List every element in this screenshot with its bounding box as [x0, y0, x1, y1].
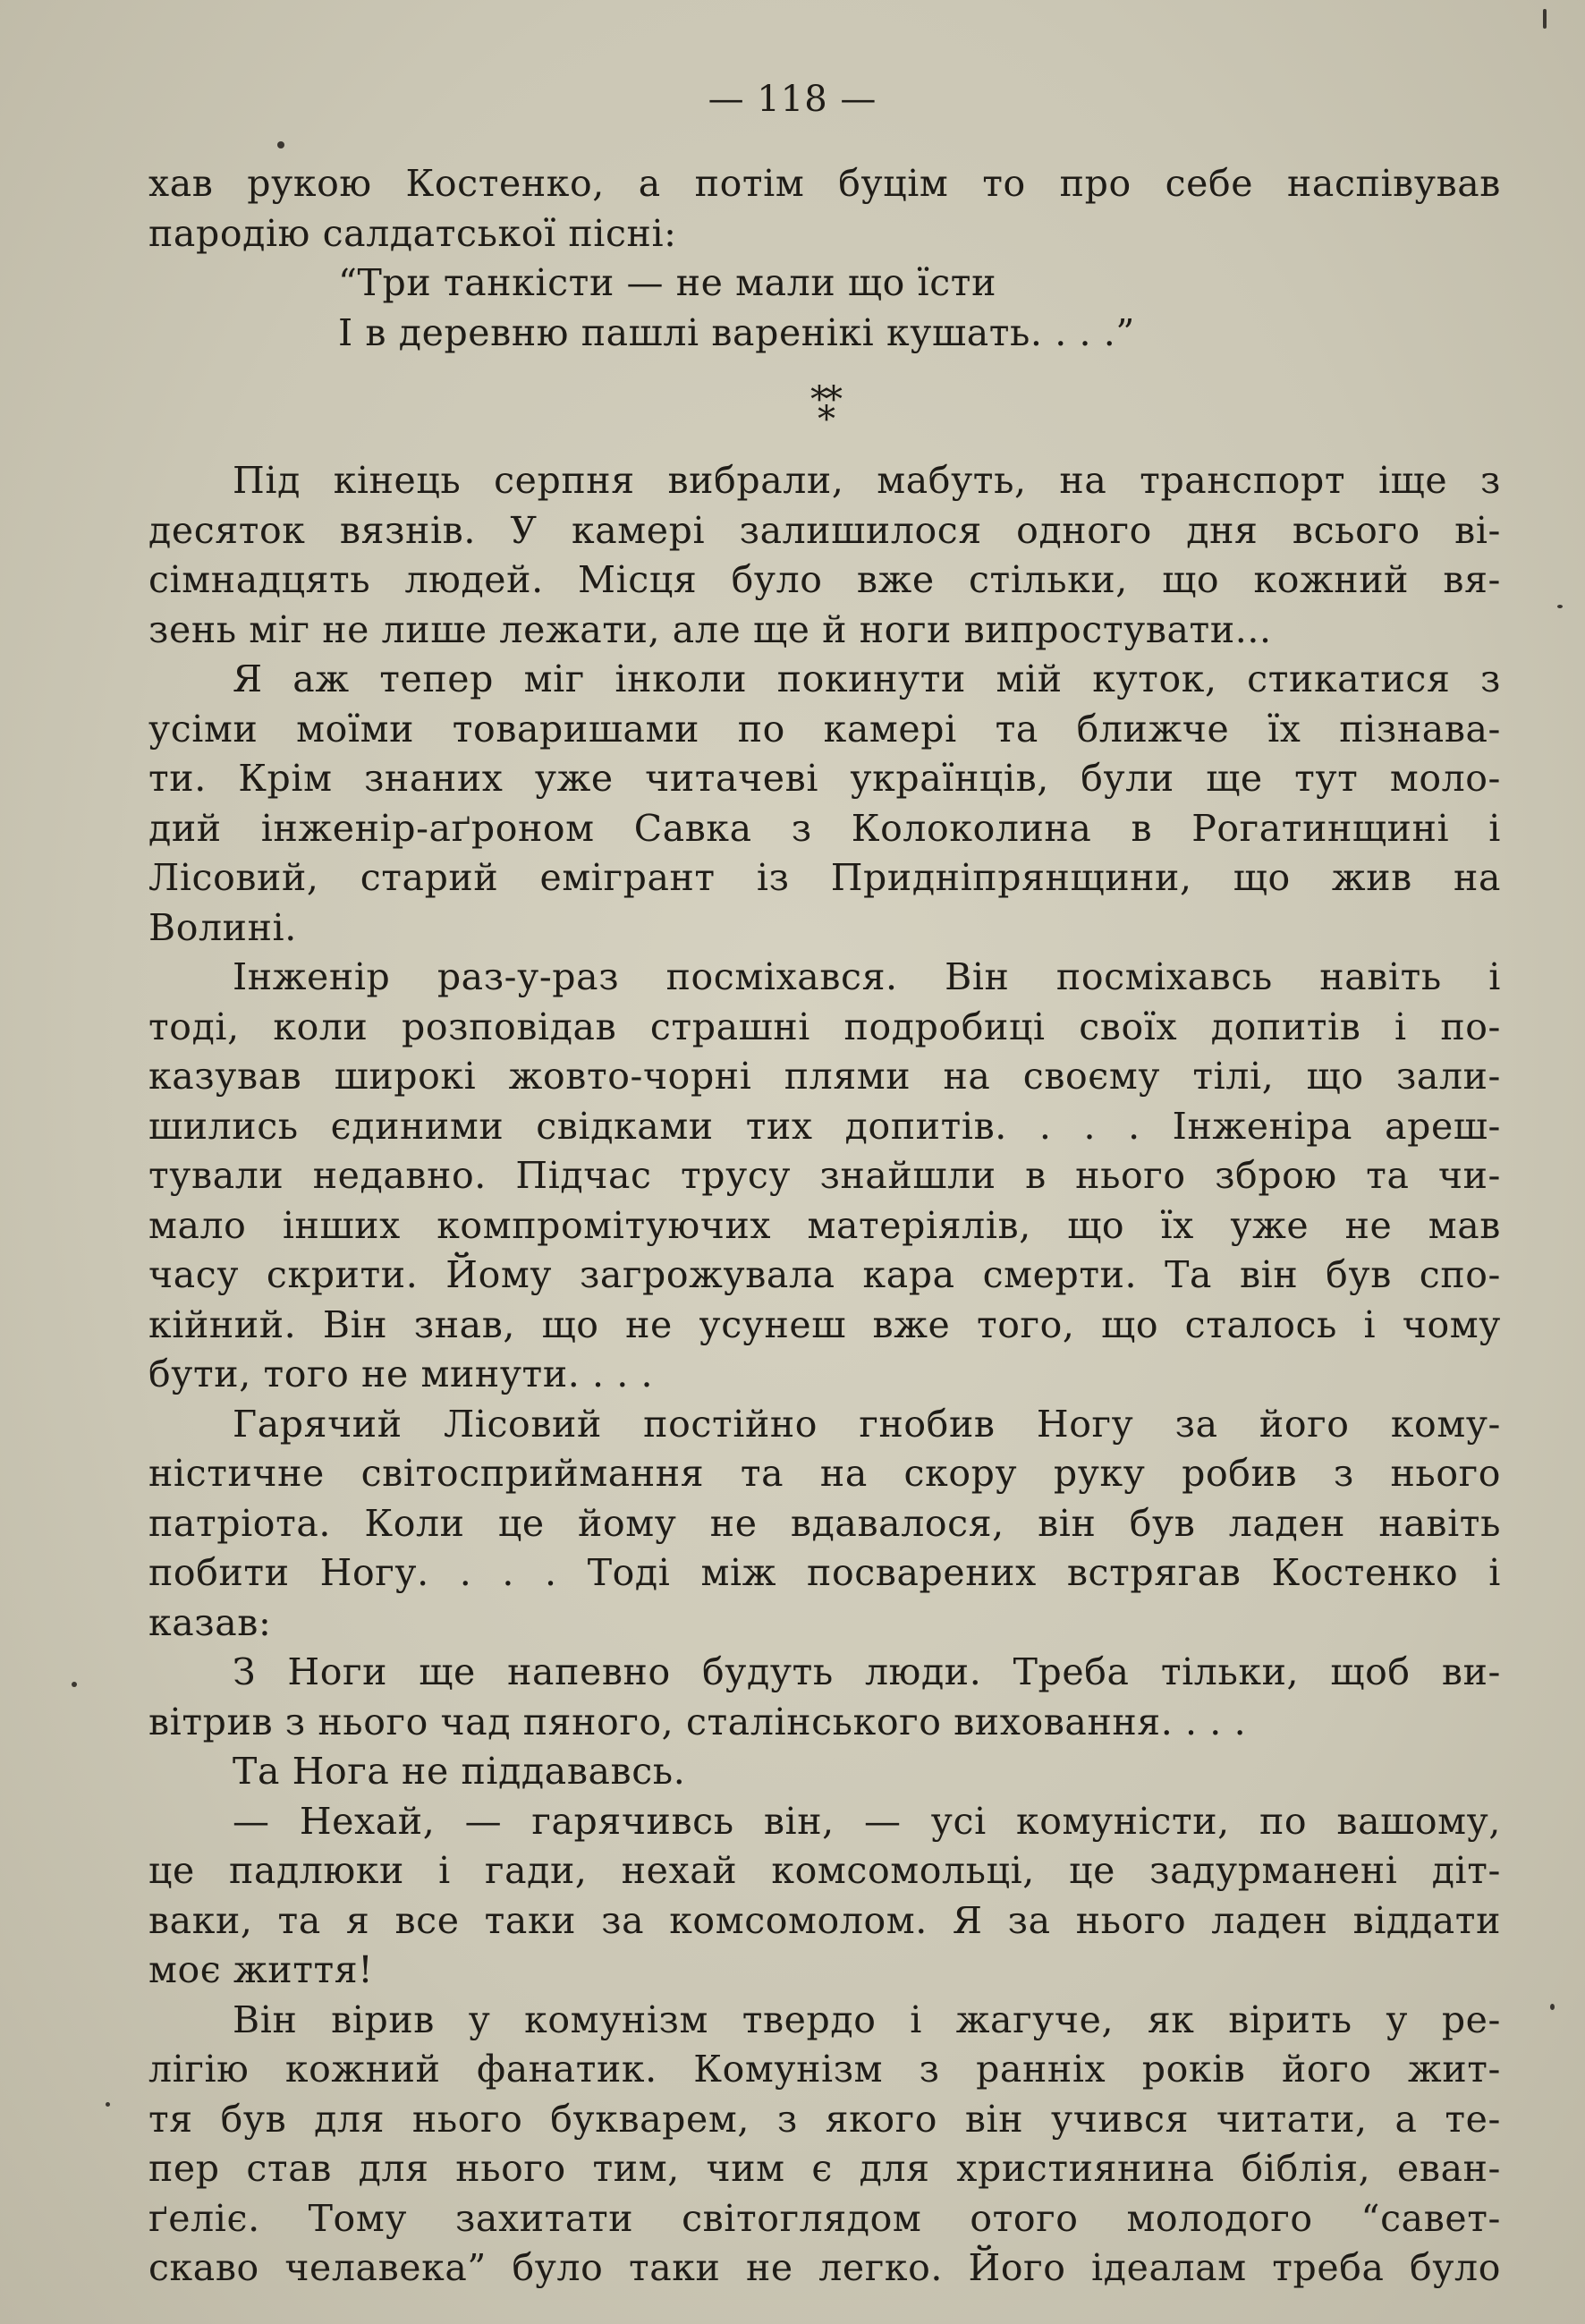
text-line: вітрив з нього чад пяного, сталінського виховання. . . .	[148, 1700, 1247, 1743]
text-line: ністичне світосприймання та на скору руку робив з нього	[148, 1452, 1501, 1495]
paper-speck	[1550, 2004, 1555, 2010]
text-line: мало інших компромітуючих матеріялів, що їх уже не мав	[148, 1203, 1501, 1247]
text-line: Я аж тепер міг інколи покинути мій куток, стикатися з	[233, 657, 1501, 700]
text-line: лігію кожний фанатик. Комунізм з ранніх років його жит-	[148, 2048, 1501, 2091]
asterism-mark: ** *	[810, 379, 839, 440]
text-line: моє життя!	[148, 1948, 374, 1991]
paragraphs	[148, 456, 1501, 2294]
paper-speck	[1543, 9, 1547, 29]
text-line: ваки, та я все таки за комсомолом. Я за нього ладен віддати	[148, 1898, 1501, 1942]
text-line: шились єдиними свідками тих допитів. . . . Інженіра ареш-	[148, 1104, 1501, 1148]
paper-speck	[277, 141, 284, 148]
text-line: кійний. Він знав, що не усунеш вже того, що сталось і чому	[148, 1302, 1501, 1346]
text-line: ґеліє. Тому захитати світоглядом отого молодого “савет-	[148, 2196, 1501, 2240]
text-line: десяток вязнів. У камері залишилося одного дня всього ві-	[148, 508, 1501, 552]
text-line: дий інженір-аґроном Савка з Колоколина в Рогатинщині і	[148, 806, 1501, 850]
text-line: Гарячий Лісовий постійно гнобив Ногу за його кому-	[233, 1402, 1501, 1446]
verse-line: “Три танкісти — не мали що їсти	[338, 261, 997, 304]
text-line: пародію салдатської пісні:	[148, 211, 677, 255]
text-line: тя був для нього букварем, з якого він учився читати, а те-	[148, 2097, 1501, 2141]
text-line: казав:	[148, 1600, 272, 1644]
text-line: бути, того не минути. . . .	[148, 1353, 654, 1395]
text-line: Та Нога не піддававсь.	[233, 1750, 686, 1793]
paragraph	[148, 1400, 1501, 1649]
text-line: це падлюки і гади, нехай комсомольці, це задурманені діт-	[148, 1849, 1501, 1892]
paragraph	[148, 1996, 1501, 2294]
paper-speck	[1557, 605, 1563, 608]
text-line: тоді, коли розповідав страшні подробиці своїх допитів і по-	[148, 1005, 1501, 1048]
text-line: часу скрити. Йому загрожувала кара смерти. Та він був спо-	[148, 1253, 1501, 1296]
paper-speck	[72, 1682, 77, 1687]
paragraph	[148, 655, 1501, 953]
text-line: зень міг не лише лежати, але ще й ноги випростувати...	[148, 607, 1272, 651]
page-number: — 118 —	[708, 79, 877, 120]
text-line: пер став для нього тим, чим є для християнина біблія, еван-	[148, 2147, 1501, 2190]
text-line: побити Ногу. . . . Тоді між посварених встрягав Костенко і	[148, 1551, 1501, 1594]
paragraph	[148, 953, 1501, 1400]
paragraph	[148, 1648, 1501, 1747]
paper-speck	[106, 2102, 110, 2107]
text-line: казував широкі жовто-чорні плями на своєму тілі, що зали-	[148, 1055, 1501, 1098]
paragraph	[148, 1797, 1501, 1996]
text-line: сімнадцять людей. Місця було вже стільки, що кожний вя-	[148, 558, 1501, 601]
text-line: патріота. Коли це йому не вдавалося, він був ладен навіть	[148, 1501, 1501, 1545]
text-line: Він вірив у комунізм твердо і жагуче, як вірить у ре-	[233, 1997, 1501, 2041]
paragraph	[148, 1747, 1501, 1797]
verse-line: І в деревню пашлі варенікі кушать. . . .”	[338, 310, 1135, 354]
text-line: скаво челавека” було таки не легко. Його ідеалам треба було	[148, 2246, 1501, 2289]
text-line: тували недавно. Підчас трусу знайшли в нього зброю та чи-	[148, 1154, 1501, 1197]
text-line: Волині.	[148, 905, 297, 949]
text-line: Під кінець серпня вибрали, мабуть, на транспорт іще з	[233, 459, 1501, 502]
paragraph	[148, 456, 1501, 655]
text-line: ти. Крім знаних уже читачеві українців, були ще тут моло-	[148, 757, 1501, 800]
section-asterism	[148, 358, 1501, 456]
text-line: хав рукою Костенко, а потім буцім то про себе наспівував	[148, 162, 1501, 205]
opening-lines	[148, 159, 1501, 259]
text-line: — Нехай, — гарячивсь він, — усі комуністи, по вашому,	[233, 1799, 1501, 1843]
text-line: Лісовий, старий емігрант із Придніпрянщини, що жив на	[148, 856, 1501, 899]
text-line: усіми моїми товаришами по камері та ближче їх пізнава-	[148, 707, 1501, 751]
verse-quote	[148, 259, 1501, 358]
body-text	[148, 159, 1501, 2294]
text-line: З Ноги ще напевно будуть люди. Треба тільки, щоб ви-	[233, 1650, 1501, 1693]
text-line: Інженір раз-у-раз посміхався. Він посміхавсь навіть і	[233, 955, 1501, 998]
